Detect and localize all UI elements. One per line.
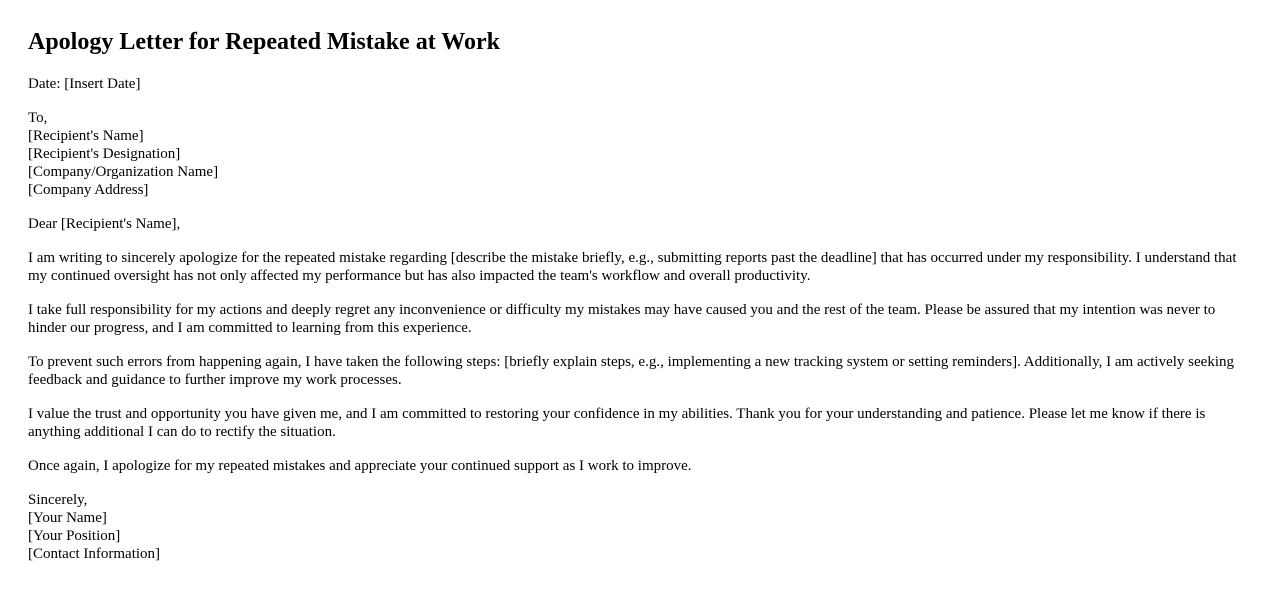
body-paragraph-5: Once again, I apologize for my repeated mistakes and appreciate your continued support as I work to improve. [28,458,692,474]
body-paragraph-4: I value the trust and opportunity you have given me, and I am committed to restoring your confidence in my abilities. Thank you for your understanding and patience. Please let me know if there is anything additional I can do to rectify the situation. [28,406,1206,440]
closing-sincerely: Sincerely, [28,492,88,508]
closing-block [28,491,1250,563]
closing-contact-info: [Contact Information] [28,546,161,562]
recipient-company: [Company/Organization Name] [28,164,219,180]
recipient-block [28,109,1250,199]
body-paragraph-2: I take full responsibility for my actions and deeply regret any inconvenience or difficulty my mistakes may have caused you and the rest of the team. Please be assured that my intention was never to hinder our progress, and I am committed to learning from this experience. [28,302,1216,336]
recipient-name: [Recipient's Name] [28,128,144,144]
body-paragraph-1: I am writing to sincerely apologize for the repeated mistake regarding [describe the mistake briefly, e.g., submitting reports past the deadline] that has occurred under my responsibility. I understand that my continued oversight has not only affected my performance but has also impacted the team's workflow and overall productivity. [28,250,1237,284]
date-line: Date: [Insert Date] [28,76,141,92]
recipient-designation: [Recipient's Designation] [28,146,181,162]
salutation: Dear [Recipient's Name], [28,216,181,232]
recipient-to: To, [28,110,48,126]
letter-title: Apology Letter for Repeated Mistake at Work [28,29,500,55]
recipient-address: [Company Address] [28,182,149,198]
closing-your-name: [Your Name] [28,510,107,526]
closing-your-position: [Your Position] [28,528,121,544]
body-paragraph-3: To prevent such errors from happening again, I have taken the following steps: [briefly explain steps, e.g., implementing a new tracking system or setting reminders]. Additionally, I am actively seeking feedback and guidance to further improve my work processes. [28,354,1234,388]
